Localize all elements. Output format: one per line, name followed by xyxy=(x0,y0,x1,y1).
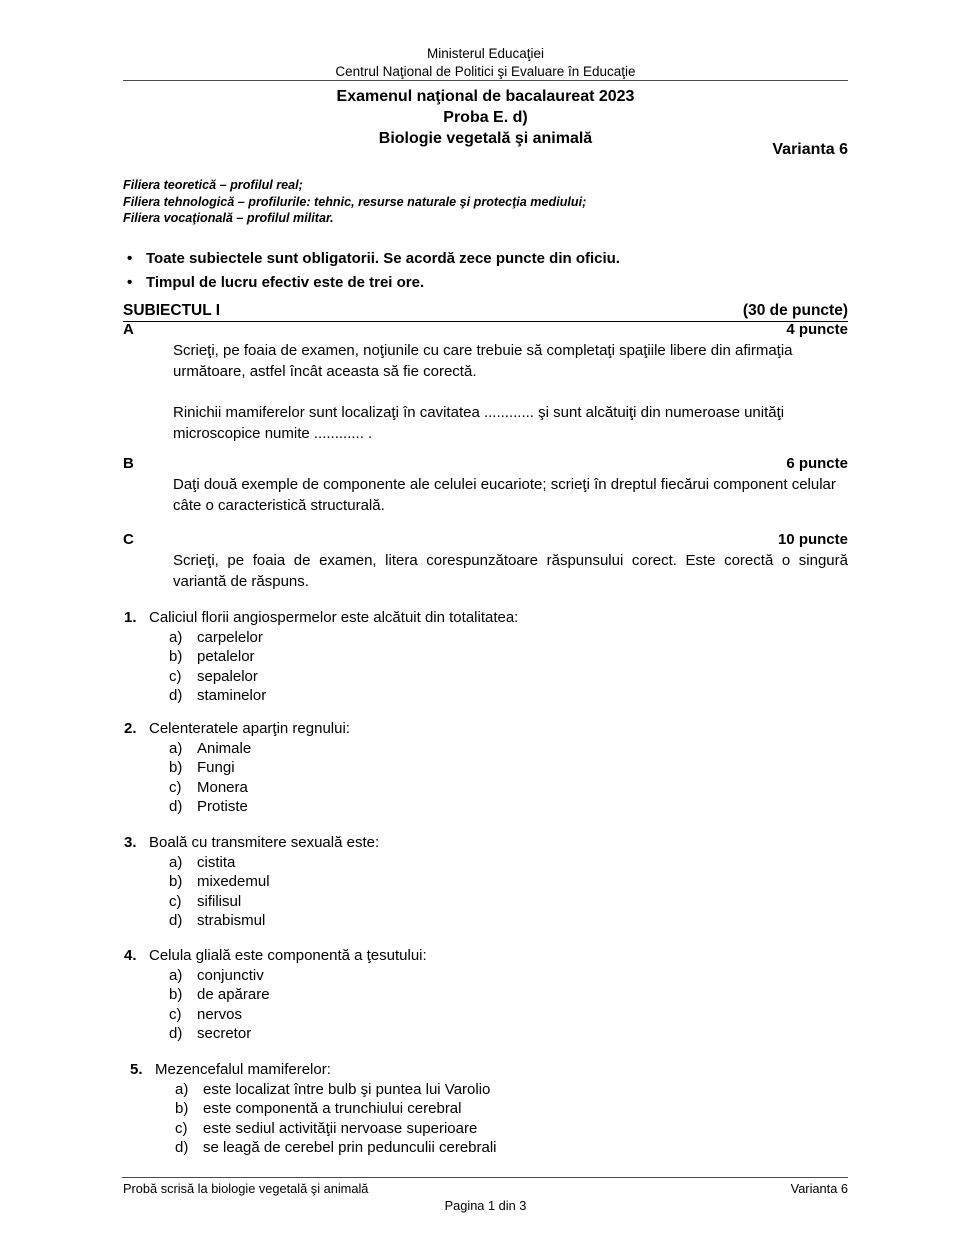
option-letter: b) xyxy=(169,986,183,1003)
option-text: nervos xyxy=(197,1005,243,1023)
footer-variant: Varianta 6 xyxy=(790,1181,848,1196)
option-letter: b) xyxy=(169,873,183,890)
option-text: mixedemul xyxy=(197,873,270,890)
answer-option[interactable] xyxy=(124,667,849,687)
question-number: 5. xyxy=(130,1061,143,1078)
subject-title: SUBIECTUL I xyxy=(123,302,221,319)
variant-label-header: Varianta 6 xyxy=(772,141,848,158)
option-letter: c) xyxy=(169,1005,182,1023)
section-b-paragraph-1: Daţi două exemple de componente ale celulei eucariote; scrieţi în dreptul fiecărui component celular câte o caracteristică structurală. xyxy=(173,476,836,514)
filiera-block xyxy=(123,177,848,227)
question-number: 3. xyxy=(124,834,137,851)
option-letter: c) xyxy=(169,667,182,685)
option-text: petalelor xyxy=(197,648,255,665)
option-text: este localizat între bulb şi puntea lui Varolio xyxy=(203,1080,491,1098)
page-number: Pagina 1 din 3 xyxy=(444,1198,527,1213)
option-letter: c) xyxy=(169,892,182,910)
option-letter: b) xyxy=(169,759,183,776)
option-text: este componentă a trunchiului cerebral xyxy=(203,1100,462,1117)
subject-heading xyxy=(123,302,848,322)
instruction-text: Toate subiectele sunt obligatorii. Se acordă zece puncte din oficiu. xyxy=(146,250,620,267)
option-letter: b) xyxy=(169,648,183,665)
answer-option[interactable] xyxy=(124,966,849,986)
section-a-paragraph-2: Rinichii mamiferelor sunt localizaţi în cavitatea ............ şi sunt alcătuiţi din numeroase unităţi microscopice numite ............ . xyxy=(173,404,785,442)
section-a-heading xyxy=(123,321,848,340)
option-letter: d) xyxy=(175,1139,189,1156)
answer-option[interactable] xyxy=(124,797,849,817)
question-number: 2. xyxy=(124,720,137,737)
bullet-icon: • xyxy=(127,250,133,267)
footer-exam-name: Probă scrisă la biologie vegetală şi animală xyxy=(123,1181,369,1196)
filiera-line-tehnologica: Filiera tehnologică – profilurile: tehnic, resurse naturale şi protecţia mediului; xyxy=(123,194,587,209)
answer-option[interactable] xyxy=(124,872,849,892)
section-c-paragraph-1: Scrieţi, pe foaia de examen, litera corespunzătoare răspunsului corect. Este corectă o singură variantă de răspuns. xyxy=(173,552,848,590)
instruction-text: Timpul de lucru efectiv este de trei ore. xyxy=(146,274,425,291)
answer-option[interactable] xyxy=(124,892,849,912)
exam-title: Examenul naţional de bacalaureat 2023 xyxy=(336,88,635,105)
evaluation-center-name: Centrul Naţional de Politici şi Evaluare în Educaţie xyxy=(335,64,636,79)
answer-option[interactable] xyxy=(130,1080,855,1100)
option-text: Monera xyxy=(197,778,248,796)
subject-points: (30 de puncte) xyxy=(742,302,848,319)
question-stem xyxy=(130,1060,855,1080)
option-text: se leagă de cerebel prin pedunculii cerebrali xyxy=(203,1139,497,1156)
option-text: staminelor xyxy=(197,687,267,704)
section-b-points: 6 puncte xyxy=(786,455,848,472)
question-text: Boală cu transmitere sexuală este: xyxy=(149,834,380,851)
question-text: Caliciul florii angiospermelor este alcătuit din totalitatea: xyxy=(149,609,519,626)
option-text: Fungi xyxy=(197,759,235,776)
option-text: strabismul xyxy=(197,912,266,929)
option-letter: b) xyxy=(175,1100,189,1117)
question-3 xyxy=(124,833,849,931)
option-text: cistita xyxy=(197,853,236,871)
answer-option[interactable] xyxy=(124,778,849,798)
question-2 xyxy=(124,719,849,817)
answer-option[interactable] xyxy=(130,1138,855,1158)
answer-option[interactable] xyxy=(124,911,849,931)
option-text: Animale xyxy=(197,739,252,757)
option-text: secretor xyxy=(197,1025,252,1042)
question-4 xyxy=(124,946,849,1044)
question-text: Mezencefalul mamiferelor: xyxy=(155,1061,331,1078)
option-letter: a) xyxy=(169,966,183,984)
ministry-name: Ministerul Educaţiei xyxy=(426,46,545,61)
option-letter: d) xyxy=(169,687,183,704)
filiera-line-vocationala: Filiera vocaţională – profilul militar. xyxy=(123,211,334,225)
option-letter: c) xyxy=(175,1119,188,1137)
option-letter: a) xyxy=(175,1080,189,1098)
answer-option[interactable] xyxy=(130,1119,855,1139)
option-letter: a) xyxy=(169,853,183,871)
instructions-list xyxy=(123,247,848,295)
question-number: 1. xyxy=(124,609,137,626)
answer-option[interactable] xyxy=(124,985,849,1005)
section-a-paragraph-1: Scrieţi, pe foaia de examen, noţiunile cu care trebuie să completaţi spaţiile libere din afirmaţia următoare, astfel încât aceasta să fie corectă. xyxy=(173,342,793,380)
option-letter: a) xyxy=(169,628,183,646)
option-text: carpelelor xyxy=(197,628,263,646)
list-item xyxy=(123,271,848,295)
list-item xyxy=(123,247,848,271)
header-divider xyxy=(123,80,848,81)
answer-option[interactable] xyxy=(124,758,849,778)
answer-option[interactable] xyxy=(124,1005,849,1025)
answer-option[interactable] xyxy=(124,853,849,873)
answer-option[interactable] xyxy=(124,647,849,667)
question-stem xyxy=(124,946,849,966)
answer-option[interactable] xyxy=(124,628,849,648)
section-a-letter: A xyxy=(123,321,134,338)
option-letter: d) xyxy=(169,798,183,815)
question-text: Celenteratele aparţin regnului: xyxy=(149,720,350,737)
option-letter: c) xyxy=(169,778,182,796)
question-stem xyxy=(124,833,849,853)
exam-test-code: Proba E. d) xyxy=(443,109,528,126)
footer-divider xyxy=(122,1177,848,1178)
option-text: de apărare xyxy=(197,986,270,1003)
filiera-line-teoretica: Filiera teoretică – profilul real; xyxy=(123,178,303,192)
option-text: sifilisul xyxy=(197,892,242,910)
option-letter: d) xyxy=(169,912,183,929)
question-text: Celula glială este componentă a ţesutului: xyxy=(149,947,427,964)
option-letter: d) xyxy=(169,1025,183,1042)
question-5 xyxy=(130,1060,855,1158)
question-number: 4. xyxy=(124,947,137,964)
answer-option[interactable] xyxy=(124,1024,849,1044)
option-text: sepalelor xyxy=(197,667,258,685)
exam-subject: Biologie vegetală şi animală xyxy=(378,130,593,147)
answer-option[interactable] xyxy=(124,739,849,759)
section-a-points: 4 puncte xyxy=(786,321,848,338)
section-c-letter: C xyxy=(123,531,134,548)
answer-option[interactable] xyxy=(130,1099,855,1119)
section-c-heading xyxy=(123,531,848,550)
option-text: conjunctiv xyxy=(197,966,264,984)
section-c-points: 10 puncte xyxy=(777,531,848,548)
section-b-heading xyxy=(123,455,848,474)
answer-option[interactable] xyxy=(124,686,849,706)
option-text: este sediul activităţii nervoase superioare xyxy=(203,1119,478,1137)
question-stem xyxy=(124,608,849,628)
bullet-icon: • xyxy=(127,274,133,291)
option-text: Protiste xyxy=(197,798,248,815)
section-b-letter: B xyxy=(123,455,134,472)
question-1 xyxy=(124,608,849,706)
question-stem xyxy=(124,719,849,739)
option-letter: a) xyxy=(169,739,183,757)
